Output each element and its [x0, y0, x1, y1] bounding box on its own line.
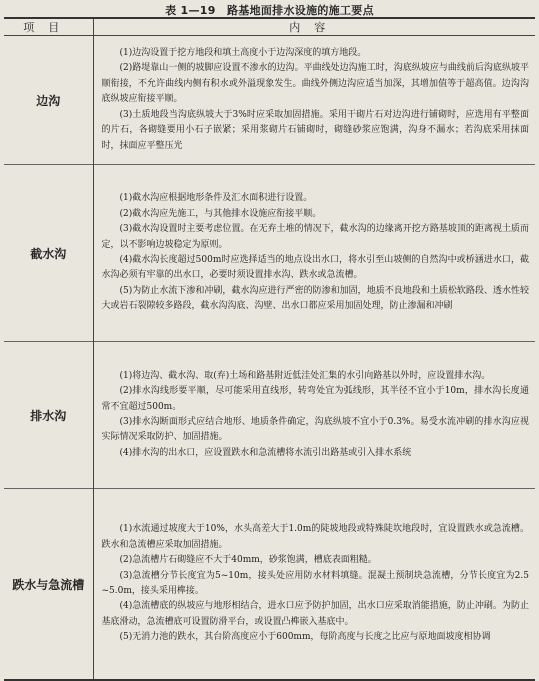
row-content: [93, 342, 535, 489]
content-paragraph: (3)急流槽分节长度宜为5~10m，接头处应用防水材料填缝。混凝土预制块急流槽，分节长度宜为2.5~5.0m，接头采用榫接。: [101, 570, 529, 596]
content-paragraph: (1)水流通过坡度大于10%，水头高差大于1.0m的陡坡地段或特殊陡坎地段时，宜设置跌水或急流槽。跌水和急流槽应采取加固措施。: [101, 524, 529, 550]
construction-points-table: [4, 17, 535, 681]
content-paragraph: (1)截水沟应根据地形条件及汇水面积进行设置。: [119, 193, 313, 204]
table-row-drainage-ditch: [4, 342, 535, 489]
content-paragraph: (3)截水沟设置时主要考虑位置。在无弃土堆的情况下，截水沟的边缘离开挖方路基坡顶的距离视土质而定，以不影响边坡稳定为原则。: [101, 224, 529, 250]
table-row-drop-and-chute: [4, 489, 535, 681]
content-paragraph: (5)为防止水流下渗和冲刷，截水沟应进行严密的防渗和加固，地质不良地段和土质松软路段、透水性较大或岩石裂隙较多路段，截水沟沟底、沟壁、出水口都应采用加固处理，防止渗漏和冲刷: [101, 285, 529, 312]
content-paragraph: (2)排水沟线形要平顺，尽可能采用直线形，转弯处宜为弧线形，其半径不宜小于10m，排水沟长度通常不宜超过500m。: [101, 386, 529, 412]
row-item-label: 截水沟: [4, 165, 93, 342]
table-row-intercepting-ditch: [4, 165, 535, 342]
content-paragraph: (4)急流槽底的纵坡应与地形相结合，进水口应予防护加固，出水口应采取消能措施，防止冲刷。为防止基底滑动，急流槽底可设置防滑平台，或设置凸榫嵌入基底中。: [101, 601, 529, 627]
content-paragraph: (3)土质地段当沟底纵坡大于3%时应采取加固措施。采用干砌片石对边沟进行铺砌时，应选用有平整面的片石，各砌缝要用小石子嵌紧；采用浆砌片石铺砌时，砌缝砂浆应饱满，沟身不漏水；若沟底采用抹面时，抹面应平整压光: [101, 109, 529, 151]
row-content: [93, 165, 535, 342]
row-content: [93, 489, 535, 681]
content-paragraph: (3)排水沟断面形式应结合地形、地质条件确定，沟底纵坡不宜小于0.3%。易受水流冲刷的排水沟应视实际情况采取防护、加固措施。: [101, 417, 529, 443]
content-paragraph: (2)截水沟应先施工，与其他排水设施应衔接平顺。: [119, 208, 322, 219]
content-paragraph: (5)无消力池的跌水，其台阶高度应小于600mm，每阶高度与长度之比应与原地面坡度相协调: [119, 632, 491, 643]
row-content: [93, 36, 535, 165]
row-item-label: 排水沟: [4, 342, 93, 489]
content-paragraph: (2)路堤靠山一侧的坡脚应设置不渗水的边沟。平曲线处边沟施工时，沟底纵坡应与曲线前后沟底纵坡平顺衔接，不允许曲线内侧有积水或外溢现象发生。曲线外侧边沟应适当加深，其增加值等于超高值。边沟沟底纵坡应衔接平顺。: [101, 63, 529, 105]
row-item-label: 跌水与急流槽: [4, 489, 93, 681]
content-paragraph: (4)排水沟的出水口，应设置跌水和急流槽将水流引出路基或引入排水系统: [119, 447, 412, 458]
header-content: 内容: [93, 18, 535, 36]
header-item: 项目: [4, 18, 93, 36]
content-paragraph: (4)截水沟长度超过500m时应选择适当的地点设出水口，将水引至山坡侧的自然沟中或桥涵进水口，截水沟必须有牢靠的出水口，必要时须设置排水沟、跌水或急流槽。: [101, 255, 529, 281]
table-row-side-ditch: [4, 36, 535, 165]
content-paragraph: (2)急流槽片石砌缝应不大于40mm，砂浆饱满，槽底表面粗糙。: [119, 555, 377, 566]
table-header-row: [4, 18, 535, 36]
content-paragraph: (1)将边沟、截水沟、取(弃)土场和路基附近低洼处汇集的水引向路基以外时，应设置排水沟。: [119, 370, 491, 381]
table-title: 表 1—19 路基地面排水设施的施工要点: [165, 4, 374, 17]
row-item-label: 边沟: [4, 36, 93, 165]
content-paragraph: (1)边沟设置于挖方地段和填土高度小于边沟深度的填方地段。: [119, 48, 367, 59]
